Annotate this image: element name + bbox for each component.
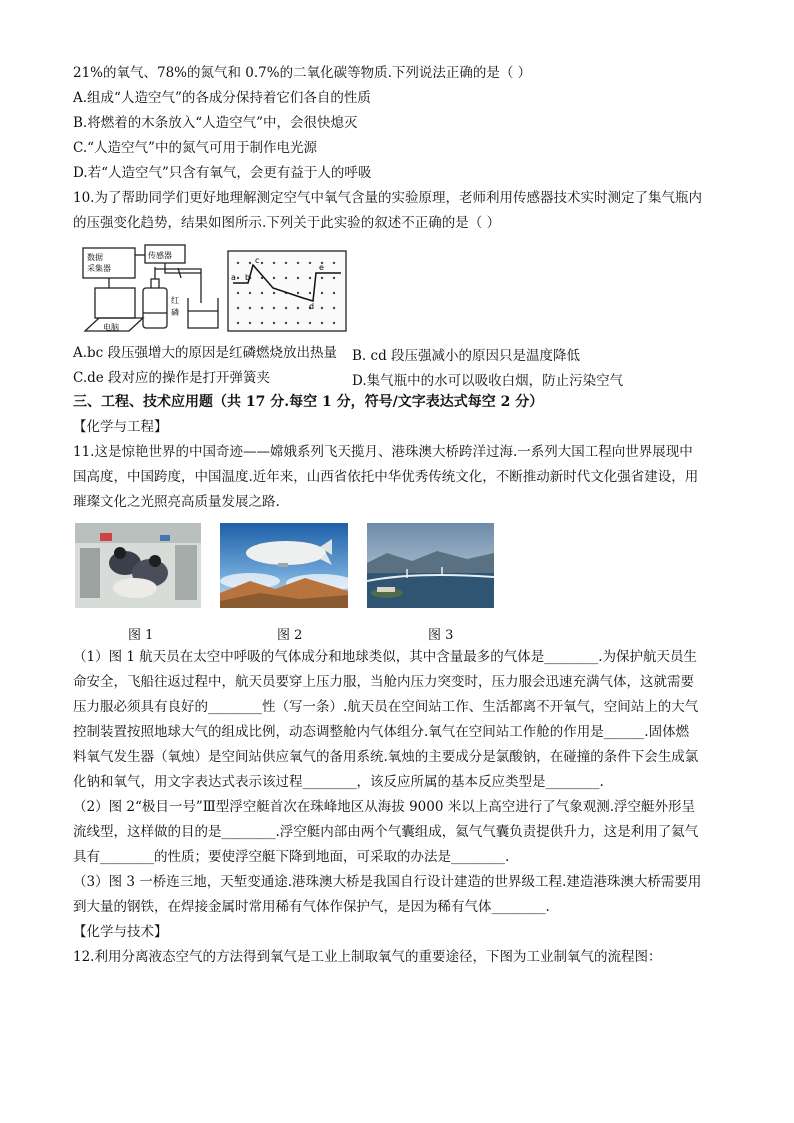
figure-1-caption: 图 1 <box>128 628 154 643</box>
q10-option-c: C.de 段对应的操作是打开弹簧夹 <box>73 370 271 386</box>
q9-option-d: D.若“人造空气”只含有氧气，会更有益于人的呼吸 <box>73 165 372 181</box>
phosphorus-label-2: 磷 <box>171 308 179 317</box>
q11-part1-line-3: 压力服必须具有良好的________性（写一条）.航天员在空间站工作、生活都离不开氧气，空间站上的大气 <box>73 699 699 715</box>
section-3-title: 三、工程、技术应用题（共 17 分.每空 1 分，符号/文字表达式每空 2 分） <box>73 394 544 410</box>
apparatus-diagram <box>73 243 353 338</box>
q11-part1-line-4: 控制装置按照地球大气的组成比例，动态调整舱内气体组分.氧气在空间站工作舱的作用是______.固体燃 <box>73 724 690 740</box>
q10-option-d: D.集气瓶中的水可以吸收白烟，防止污染空气 <box>352 373 624 389</box>
q11-line-2: 国高度，中国跨度，中国温度.近年来，山西省依托中华优秀传统文化，不断推动新时代文化强省建设，用 <box>73 469 699 485</box>
chem-tech-heading: 【化学与技术】 <box>73 924 168 940</box>
figure-1-astronauts-photo <box>75 523 201 608</box>
q12-stem: 12.利用分离液态空气的方法得到氧气是工业上制取氧气的重要途径，下图为工业制氧气的流程图： <box>73 949 662 965</box>
q11-part1-line-6: 化钠和氧气，用文字表达式表示该过程________，该反应所属的基本反应类型是________. <box>73 774 604 790</box>
point-e: e <box>319 263 324 272</box>
q11-part1-line-2: 命安全，飞船往返过程中，航天员要穿上压力服，当舱内压力突变时，压力服会迅速充满气体，这就需要 <box>73 674 694 690</box>
q9-stem: 21%的氧气、78%的氮气和 0.7%的二氧化碳等物质.下列说法正确的是（ ） <box>73 65 532 81</box>
q10-option-a: A.bc 段压强增大的原因是红磷燃烧放出热量 <box>73 345 338 361</box>
chem-eng-heading: 【化学与工程】 <box>73 419 168 435</box>
q11-part2-line-3: 具有________的性质；要使浮空艇下降到地面，可采取的办法是________. <box>73 849 510 865</box>
gas-bottle <box>143 288 167 328</box>
computer-label: 电脑 <box>103 323 119 332</box>
q9-option-a: A.组成“人造空气”的各成分保持着它们各自的性质 <box>73 90 371 106</box>
q9-option-c: C.“人造空气”中的氮气可用于制作电光源 <box>73 140 317 156</box>
q9-option-b: B.将燃着的木条放入“人造空气”中，会很快熄灭 <box>73 115 358 131</box>
sensor-label: 传感器 <box>148 251 172 260</box>
q11-line-3: 璀璨文化之光照亮高质量发展之路. <box>73 494 280 510</box>
q11-part2-line-1: （2）图 2“极目一号”Ⅲ型浮空艇首次在珠峰地区从海拔 9000 米以上高空进行了气象观测.浮空艇外形呈 <box>73 799 696 815</box>
q10-stem-1: 10.为了帮助同学们更好地理解测定空气中氧气含量的实验原理，老师利用传感器技术实时测定了集气瓶内 <box>73 190 702 206</box>
q11-part3-line-1: （3）图 3 一桥连三地，天堑变通途.港珠澳大桥是我国自行设计建造的世界级工程.建造港珠澳大桥需要用 <box>73 874 702 890</box>
q10-option-b: B. cd 段压强减小的原因只是温度降低 <box>352 348 580 364</box>
point-d: d <box>309 302 315 311</box>
point-a: a <box>231 273 236 282</box>
point-c: c <box>255 256 260 265</box>
figure-2-airship-photo <box>220 523 348 608</box>
collector-label-2: 采集器 <box>87 264 111 273</box>
q11-part1-line-1: （1）图 1 航天员在太空中呼吸的气体成分和地球类似，其中含量最多的气体是________.为保护航天员生 <box>73 649 698 665</box>
computer-monitor <box>95 288 135 318</box>
point-b: b <box>245 273 251 282</box>
figure-3-caption: 图 3 <box>428 628 454 643</box>
q11-part1-line-5: 料氧气发生器（氧烛）是空间站供应氧气的备用系统.氧烛的主要成分是氯酸钠，在碰撞的条件下会生成氯 <box>73 749 699 765</box>
collector-label-1: 数据 <box>87 253 103 262</box>
q11-line-1: 11.这是惊艳世界的中国奇迹——嫦娥系列飞天揽月、港珠澳大桥跨洋过海.一系列大国工程向世界展现中 <box>73 444 693 460</box>
q11-part3-line-2: 到大量的钢铁，在焊接金属时常用稀有气体作保护气，是因为稀有气体________. <box>73 899 550 915</box>
q10-stem-2: 的压强变化趋势，结果如图所示.下列关于此实验的叙述不正确的是（ ） <box>73 215 501 231</box>
figure-2-caption: 图 2 <box>277 628 303 643</box>
phosphorus-label: 红 <box>171 296 179 305</box>
q11-part2-line-2: 流线型，这样做的目的是________.浮空艇内部由两个气囊组成，氦气气囊负责提供升力，这是利用了氦气 <box>73 824 699 840</box>
figure-3-bridge-photo <box>367 523 494 608</box>
